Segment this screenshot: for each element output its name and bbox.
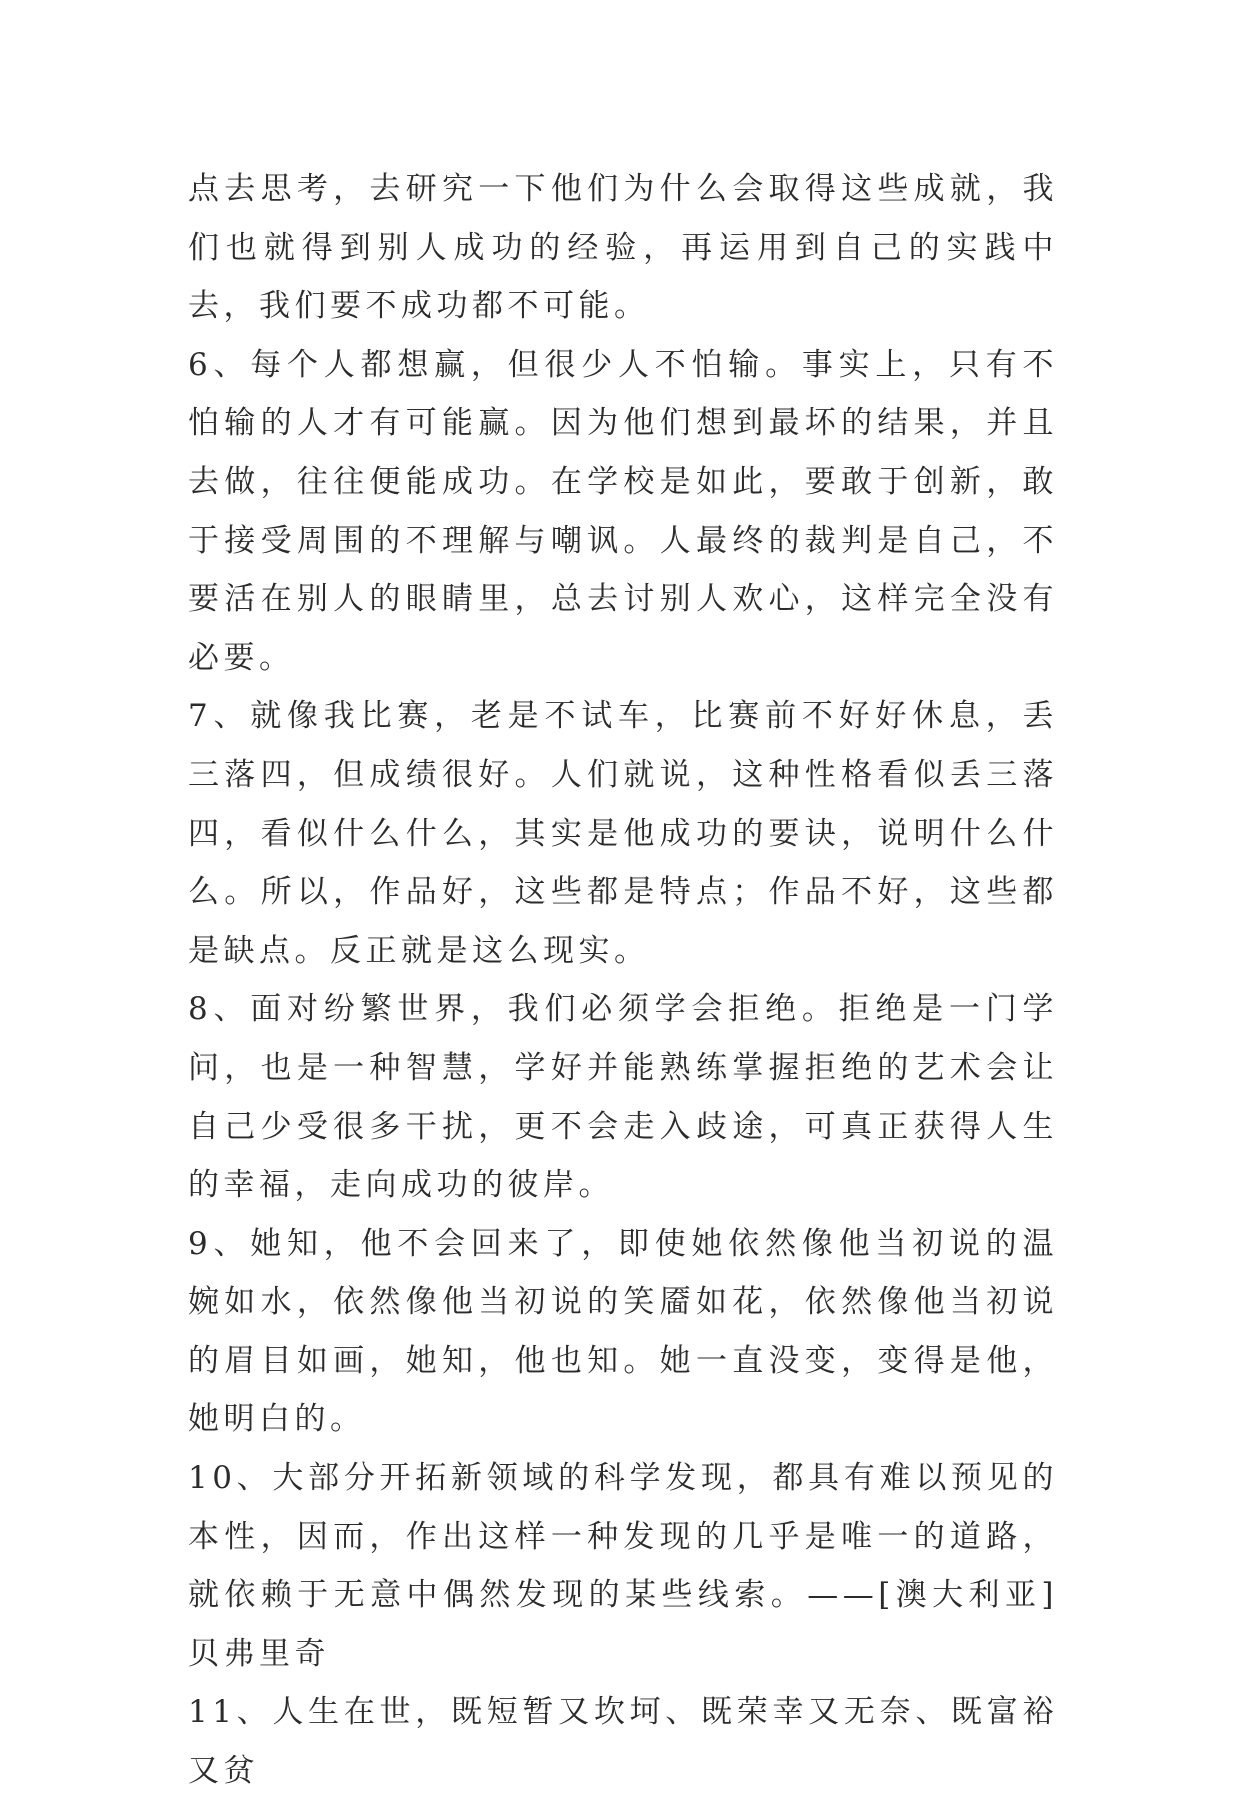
paragraph-item-8: 8、面对纷繁世界，我们必须学会拒绝。拒绝是一门学问，也是一种智慧，学好并能熟练掌握拒绝的艺术会让自己少受很多干扰，更不会走入歧途，可真正获得人生的幸福，走向成功的彼岸。	[188, 991, 1058, 1204]
paragraph-item-9: 9、她知，他不会回来了，即使她依然像他当初说的温婉如水，依然像他当初说的笑靥如花，依然像他当初说的眉目如画，她知，他也知。她一直没变，变得是他，她明白的。	[188, 1225, 1058, 1438]
paragraph-item-7: 7、就像我比赛，老是不试车，比赛前不好好休息，丢三落四，但成绩很好。人们就说，这种性格看似丢三落四，看似什么什么，其实是他成功的要诀，说明什么什么。所以，作品好，这些都是特点；作品不好，这些都是缺点。反正就是这么现实。	[188, 698, 1058, 969]
paragraph-item-11: 11、人生在世，既短暂又坎坷、既荣幸又无奈、既富裕又贫	[188, 1694, 1058, 1790]
paragraph-item-10: 10、大部分开拓新领域的科学发现，都具有难以预见的本性，因而，作出这样一种发现的几乎是唯一的道路，就依赖于无意中偶然发现的某些线索。——[澳大利亚]贝弗里奇	[188, 1460, 1058, 1672]
body-text	[188, 160, 1058, 1801]
paragraph-item-6: 6、每个人都想赢，但很少人不怕输。事实上，只有不怕输的人才有可能赢。因为他们想到最坏的结果，并且去做，往往便能成功。在学校是如此，要敢于创新，敢于接受周围的不理解与嘲讽。人最终的裁判是自己，不要活在别人的眼睛里，总去讨别人欢心，这样完全没有必要。	[188, 346, 1058, 676]
paragraph-continuation: 点去思考，去研究一下他们为什么会取得这些成就，我们也就得到别人成功的经验，再运用到自己的实践中去，我们要不成功都不可能。	[188, 171, 1058, 325]
